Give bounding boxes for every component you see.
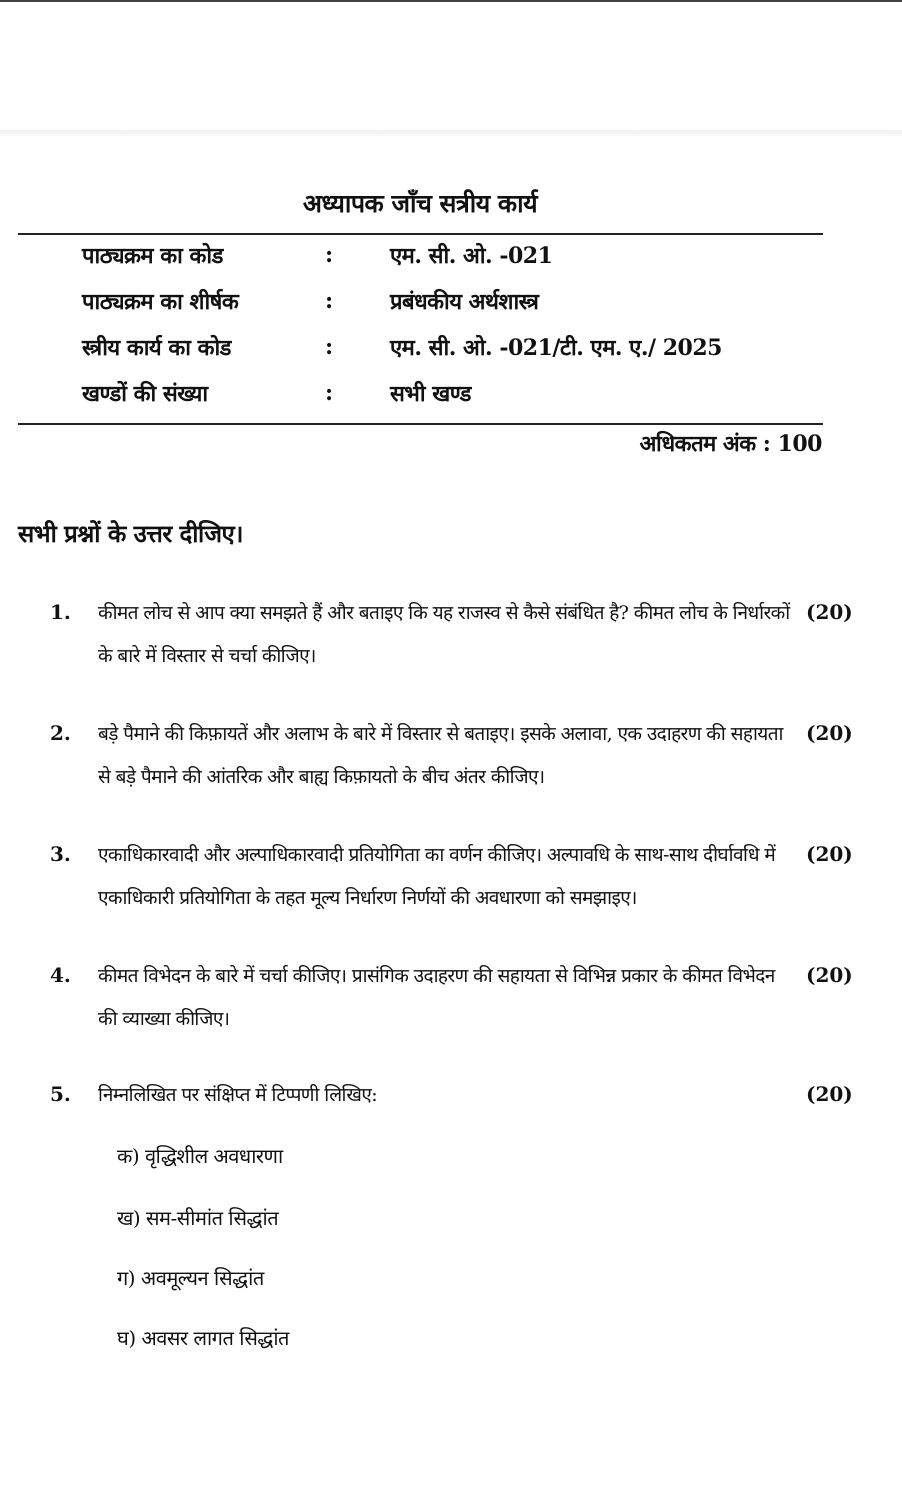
top-border-line xyxy=(0,0,902,2)
question-number: 3. xyxy=(50,842,71,866)
info-label: स्त्रीय कार्य का कोड xyxy=(82,335,231,361)
info-value: एम. सी. ओ. -021 xyxy=(390,243,553,269)
info-row-course-title xyxy=(0,286,880,326)
question-marks: (20) xyxy=(806,1082,853,1106)
header-rule-bottom xyxy=(18,423,823,425)
info-value: एम. सी. ओ. -021/टी. एम. ए./ 2025 xyxy=(390,335,722,361)
info-row-course-code xyxy=(0,240,880,280)
question-marks: (20) xyxy=(806,600,853,624)
max-marks: अधिकतम अंक : 100 xyxy=(639,431,822,457)
question-text: कीमत विभेदन के बारे में चर्चा कीजिए। प्रासंगिक उदाहरण की सहायता से विभिन्न प्रकार के कीमत विभेदन की व्याख्या कीजिए। xyxy=(98,965,775,1030)
question-marks: (20) xyxy=(806,721,853,745)
info-label: खण्डों की संख्या xyxy=(82,381,208,407)
info-colon: : xyxy=(325,334,333,360)
question-number: 2. xyxy=(50,721,71,745)
document-title: अध्यापक जाँच सत्रीय कार्य xyxy=(302,189,538,218)
question-text: एकाधिकारवादी और अल्पाधिकारवादी प्रतियोगिता का वर्णन कीजिए। अल्पावधि के साथ-साथ दीर्घावधि में एकाधिकारी प्रतियोगिता के तहत मूल्य निर्धारण निर्णयों की अवधारणा को समझाइए। xyxy=(98,844,776,909)
info-label: पाठ्यक्रम का कोड xyxy=(82,243,223,269)
question-text: निम्नलिखित पर संक्षिप्त में टिप्पणी लिखिए: xyxy=(98,1084,378,1106)
info-value: प्रबंधकीय अर्थशास्त्र xyxy=(390,289,539,315)
sub-item-a: क) वृद्धिशील अवधारणा xyxy=(117,1144,283,1168)
info-row-assignment-code xyxy=(0,332,880,372)
question-text: बड़े पैमाने की किफ़ायतें और अलाभ के बारे में विस्तार से बताइए। इसके अलावा, एक उदाहरण की सहायता से बड़े पैमाने की आंतरिक और बाह्य किफ़ायतो के बीच अंतर कीजिए। xyxy=(98,723,783,788)
sub-item-c: ग) अवमूल्यन सिद्धांत xyxy=(117,1266,264,1290)
question-marks: (20) xyxy=(806,842,853,866)
question-number: 1. xyxy=(50,600,71,624)
info-colon: : xyxy=(325,288,333,314)
info-colon: : xyxy=(325,380,333,406)
question-text: कीमत लोच से आप क्या समझते हैं और बताइए कि यह राजस्व से कैसे संबंधित है? कीमत लोच के निर्धारकों के बारे में विस्तार से चर्चा कीजिए। xyxy=(98,602,790,667)
sub-item-d: घ) अवसर लागत सिद्धांत xyxy=(117,1326,289,1350)
question-number: 5. xyxy=(50,1082,71,1106)
page-separator-band xyxy=(0,130,902,136)
info-value: सभी खण्ड xyxy=(390,381,471,407)
header-rule-top xyxy=(18,233,823,235)
info-row-blocks xyxy=(0,378,880,418)
info-colon: : xyxy=(325,242,333,268)
question-number: 4. xyxy=(50,963,71,987)
sub-item-b: ख) सम-सीमांत सिद्धांत xyxy=(117,1206,279,1230)
question-marks: (20) xyxy=(806,963,853,987)
info-label: पाठ्यक्रम का शीर्षक xyxy=(82,289,239,315)
instruction: सभी प्रश्नों के उत्तर दीजिए। xyxy=(18,519,243,548)
